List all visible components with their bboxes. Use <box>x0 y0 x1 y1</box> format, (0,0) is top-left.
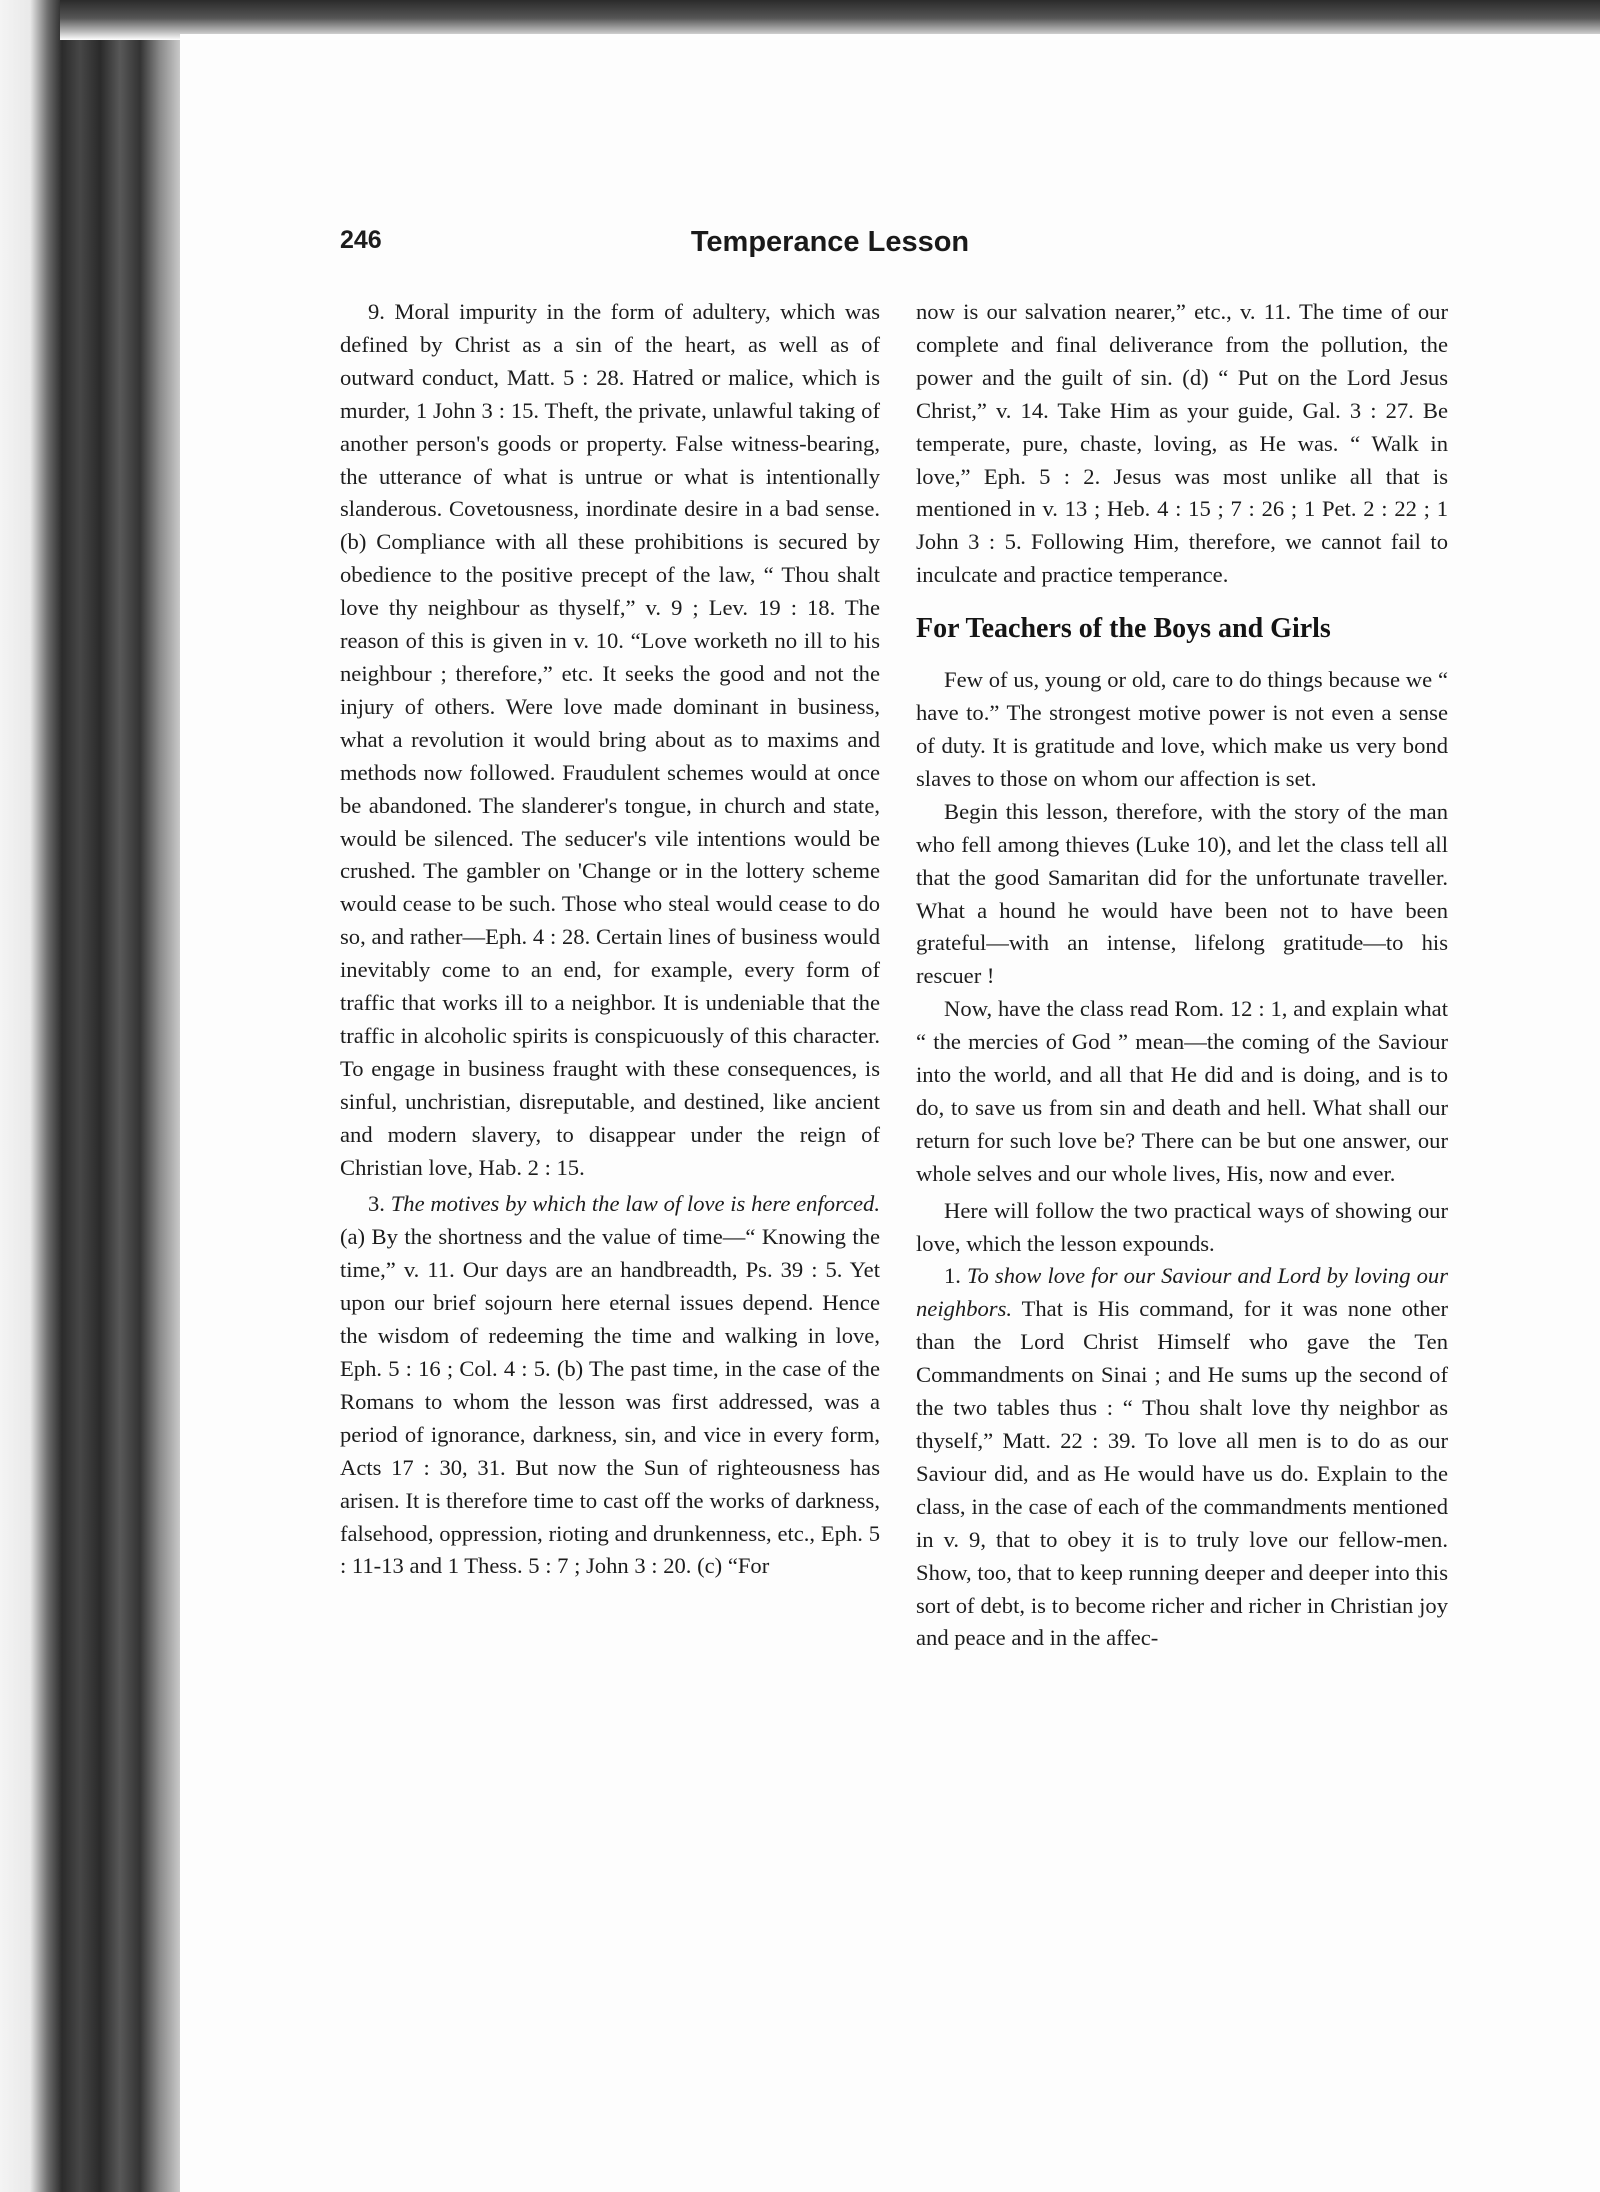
left-paragraph-2-text: (a) By the shortness and the value of time—“ Knowing the time,” v. 11. Our days are an handbreadth, Ps. 39 : 5. Yet upon our brief sojourn here eternal issues depend. Hence the wisdom of redeeming the time and walking in love, Eph. 5 : 16 ; Col. 4 : 5. (b) The past time, in the case of the Romans to whom the lesson was first addressed, was a period of ignorance, darkness, sin, and vice in every form, Acts 17 : 30, 31. But now the Sun of righteousness has arisen. It is therefore time to cast off the works of darkness, falsehood, oppression, rioting and drunkenness, etc., Eph. 5 : 11-13 and 1 Thess. 5 : 7 ; John 3 : 20. (c) “For <box>340 1224 880 1579</box>
right-paragraph-3: Begin this lesson, therefore, with the story of the man who fell among thieves (Luke 10), and let the class tell all that the good Samaritan did for the unfortunate traveller. What a hound he would have been not to have been grateful—with an intense, lifelong gratitude—to his rescuer ! <box>916 798 1448 989</box>
page-number: 246 <box>340 226 382 254</box>
right-paragraph-6-number: 1. <box>944 1263 961 1289</box>
right-paragraph-2: Few of us, young or old, care to do things because we “ have to.” The strongest motive power is not even a sense of duty. It is gratitude and love, which make us very bond slaves to those on whom our affection is set. <box>916 667 1448 791</box>
book-spine-edge <box>0 0 200 2192</box>
left-paragraph-1: 9. Moral impurity in the form of adultery, which was defined by Christ as a sin of the heart, as well as of outward conduct, Matt. 5 : 28. Hatred or malice, which is murder, 1 John 3 : 15. Theft, the private, unlawful taking of another person's goods or property. False witness-bearing, the utterance of what is untrue or what is intentionally slanderous. Covetousness, inordinate desire in a bad sense. (b) Compliance with all these prohibitions is secured by obedience to the positive precept of the law, “ Thou shalt love thy neighbour as thyself,” v. 9 ; Lev. 19 : 18. The reason of this is given in v. 10. “Love worketh no ill to his neighbour ; therefore,” etc. It seeks the good and not the injury of others. Were love made dominant in business, what a revolution it would bring about as to maxims and methods now followed. Fraudulent schemes would at once be abandoned. The slanderer's tongue, in church and state, would be silenced. The seducer's vile intentions would be crushed. The gambler on 'Change or in the lottery scheme would cease to be such. Those who steal would cease to do so, and rather—Eph. 4 : 28. Certain lines of business would inevitably come to an end, for example, every form of traffic that works ill to a neighbor. It is undeniable that the traffic in alcoholic spirits is conspicuously of this character. To engage in business fraught with these consequences, is sinful, unchristian, disreputable, and destined, like ancient and modern slavery, to disappear under the reign of Christian love, Hab. 2 : 15. <box>340 299 880 1180</box>
running-head <box>340 226 1320 270</box>
left-paragraph-2-italic: The motives by which the law of love is here enforced. <box>390 1191 880 1217</box>
right-paragraph-6-italic: To show love for our Saviour and Lord by loving our neighbors. <box>916 1263 1448 1322</box>
right-column <box>916 296 1448 1655</box>
right-paragraph-6 <box>916 1260 1448 1655</box>
section-heading: For Teachers of the Boys and Girls <box>916 613 1331 645</box>
right-paragraph-6-text: That is His command, for it was none other than the Lord Christ Himself who gave the Ten Commandments on Sinai ; and He sums up the second of the two tables thus : “ Thou shalt love thy neighbor as thyself,” Matt. 22 : 39. To love all men is to do as our Saviour did, and as He would have us do. Explain to the class, in the case of each of the commandments mentioned in v. 9, that to obey it is to truly love our fellow-men. Show, too, that to keep running deeper and deeper into this sort of debt, is to become richer and richer in Christian joy and peace and in the affec- <box>916 1296 1448 1651</box>
right-paragraph-4: Now, have the class read Rom. 12 : 1, and explain what “ the mercies of God ” mean—the coming of the Saviour into the world, and all that He did and is doing, and is to do, to save us from sin and death and hell. What shall our return for such love be? There can be but one answer, our whole selves and our whole lives, His, now and ever. <box>916 996 1448 1186</box>
right-paragraph-1: now is our salvation nearer,” etc., v. 11. The time of our complete and final deliverance from the pollution, the power and the guilt of sin. (d) “ Put on the Lord Jesus Christ,” v. 14. Take Him as your guide, Gal. 3 : 27. Be temperate, pure, chaste, loving, as He was. “ Walk in love,” Eph. 5 : 2. Jesus was most unlike all that is mentioned in v. 13 ; Heb. 4 : 15 ; 7 : 26 ; 1 Pet. 2 : 22 ; 1 John 3 : 5. Following Him, therefore, we cannot fail to inculcate and practice temperance. <box>916 299 1448 588</box>
right-paragraph-5: Here will follow the two practical ways of showing our love, which the lesson expounds. <box>916 1197 1448 1256</box>
left-paragraph-2-number: 3. <box>368 1191 385 1217</box>
left-column <box>340 296 880 1583</box>
running-title: Temperance Lesson <box>690 226 970 258</box>
left-paragraph-2 <box>340 1188 880 1583</box>
